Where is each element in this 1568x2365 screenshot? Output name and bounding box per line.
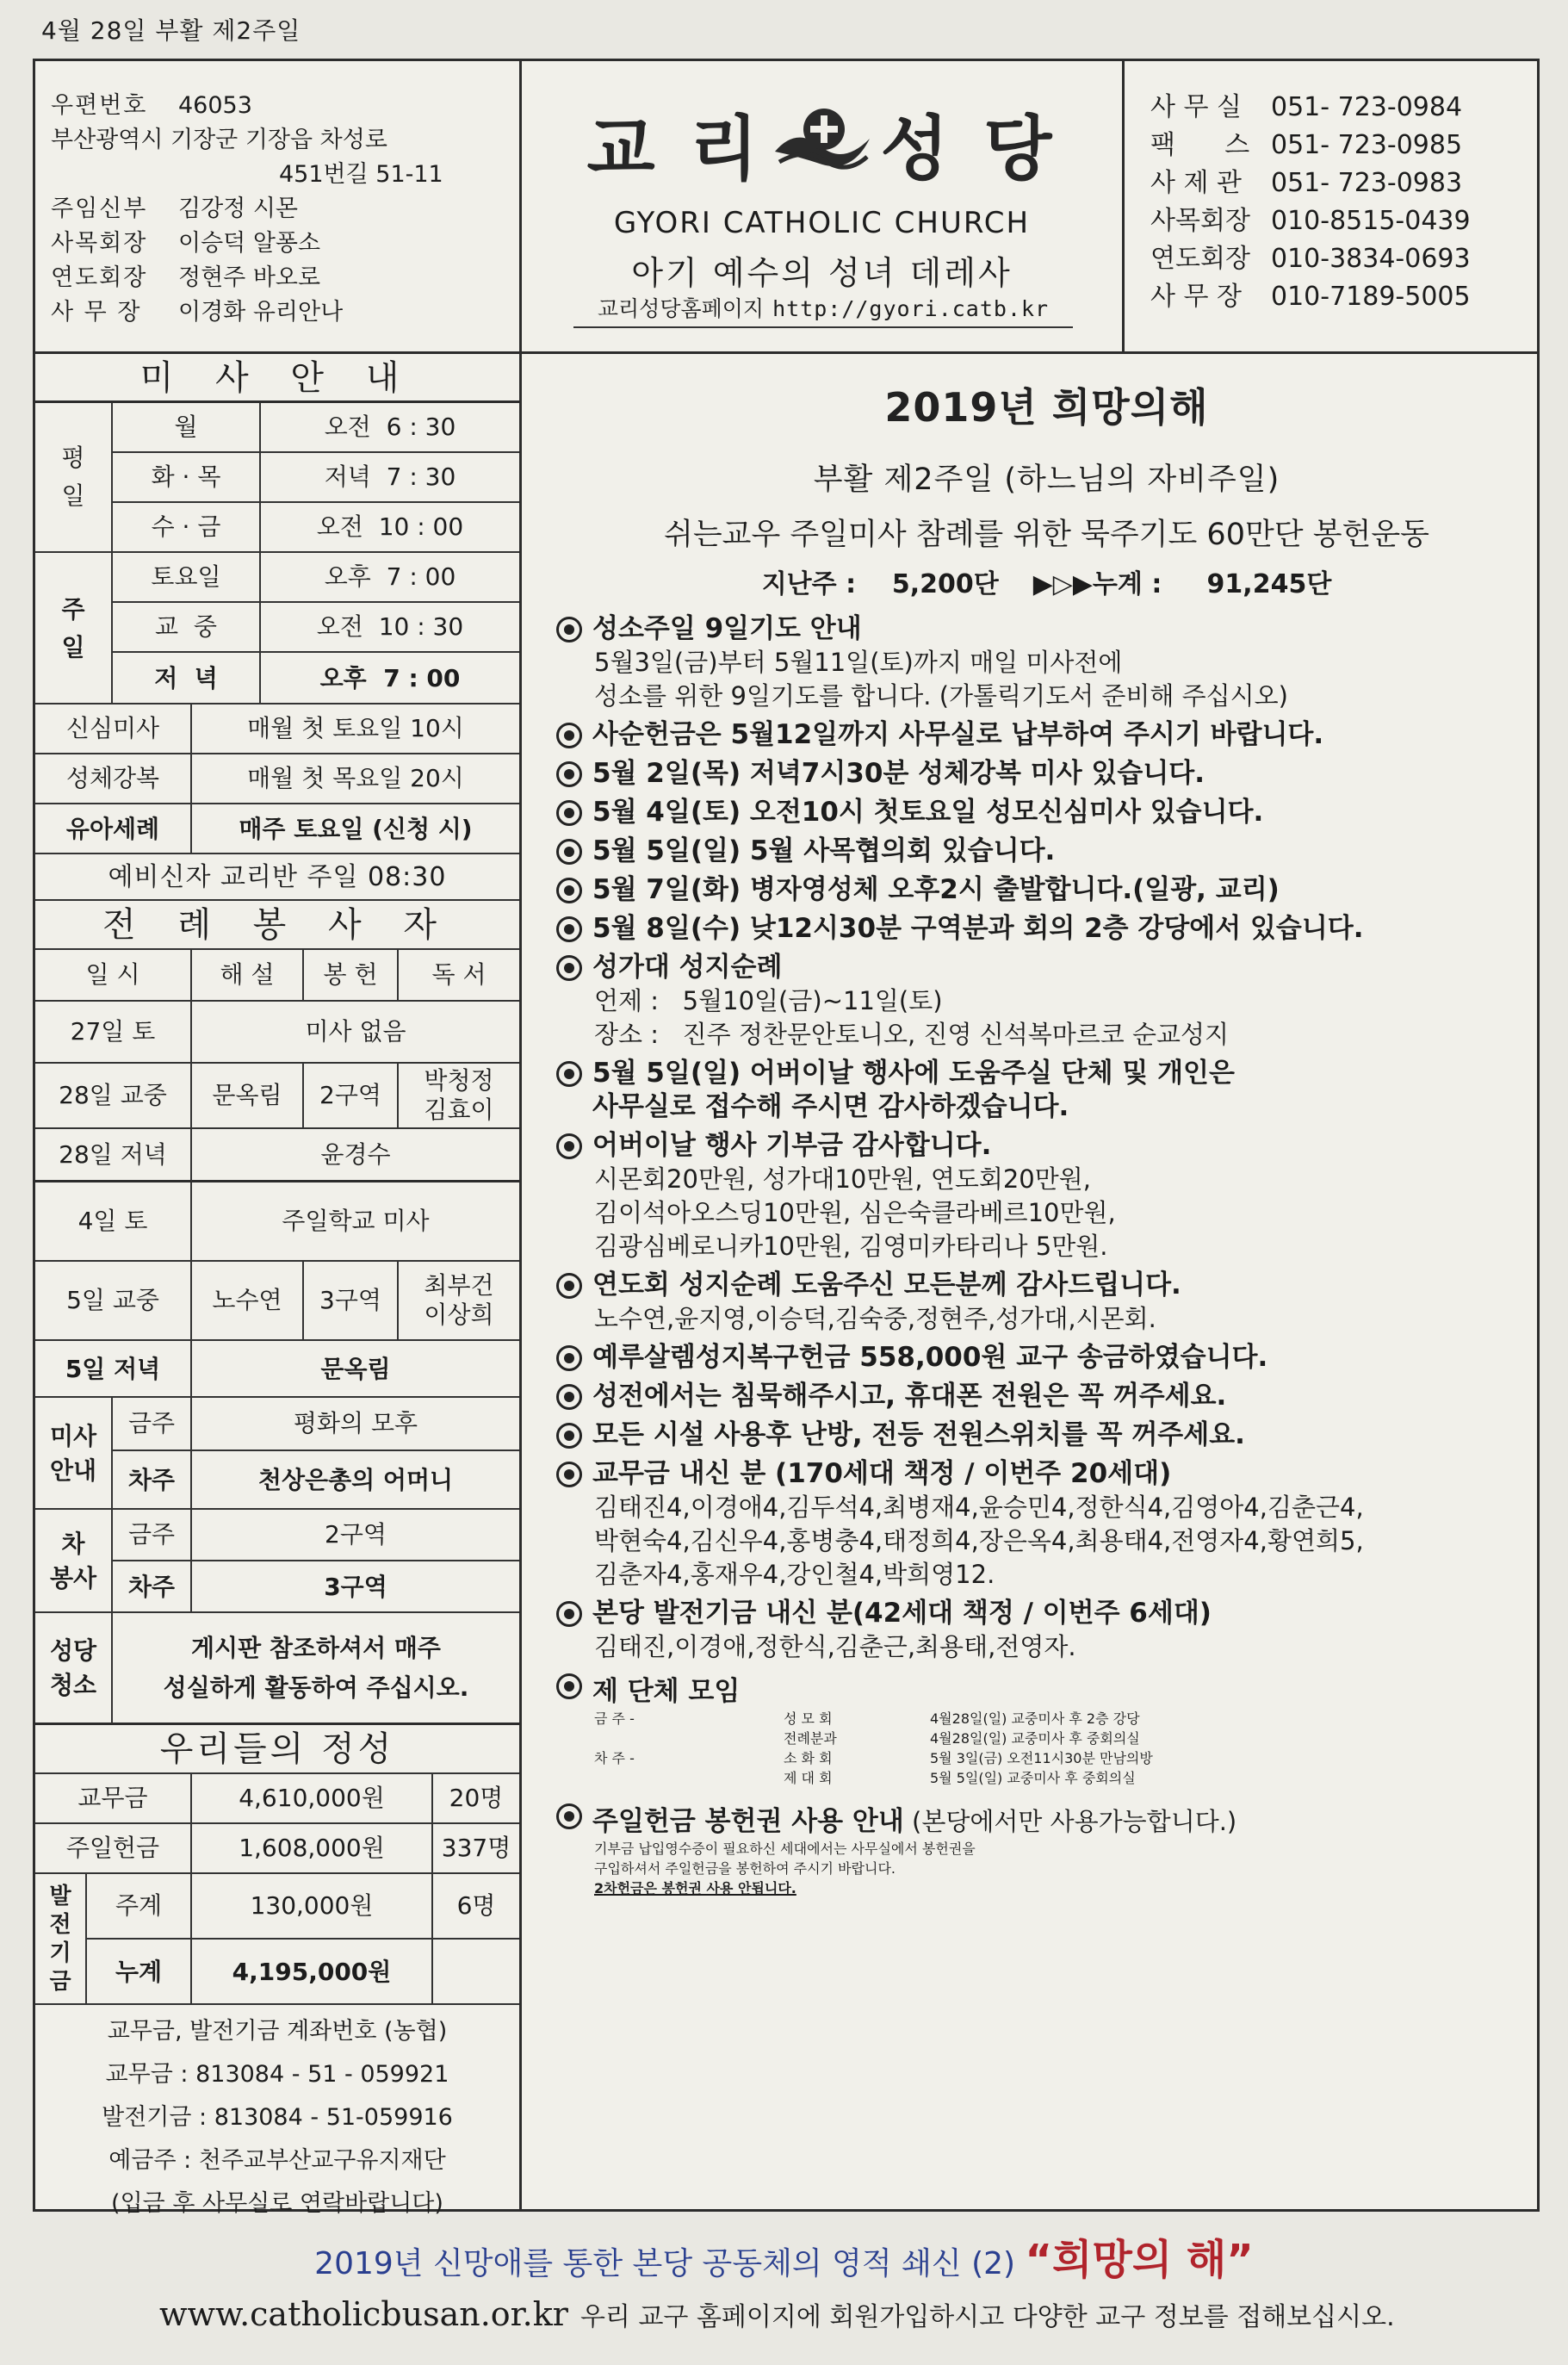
meeting-group: 소 화 회: [784, 1750, 833, 1766]
rosary-campaign: 쉬는교우 주일미사 참례를 위한 묵주기도 60만단 봉헌운동: [664, 518, 1429, 552]
announcement-body-line: 박현숙4,김신우4,홍병충4,태정희4,장은옥4,최용태4,전영자4,황연희5,: [594, 1526, 1364, 1555]
announcement-heading: [556, 718, 1537, 752]
announcement-voucher: [556, 1799, 1537, 1897]
bullet-icon: [556, 723, 582, 748]
meeting-group: 전례분과: [784, 1730, 837, 1747]
mass-time: 오후 7 : 00: [261, 553, 519, 603]
announcement-body-line: 노수연,윤지영,이승덕,김숙중,정현주,성가대,시몬회.: [594, 1304, 1156, 1333]
announcement-body-line: 김춘자4,홍재우4,강인철4,박희영12.: [594, 1560, 995, 1589]
announcement-heading-text: 성소주일 9일기도 안내: [592, 613, 862, 644]
announcement-heading: [556, 873, 1537, 907]
announcement-heading-text: 어버이날 행사 기부금 감사합니다.: [592, 1130, 992, 1161]
meeting-week: [594, 1728, 784, 1747]
church-title-block: [522, 61, 1125, 351]
announcement-heading-text: 5월 7일(화) 병자영성체 오후2시 출발합니다.(일광, 교리): [592, 874, 1280, 905]
announcement-item: [556, 796, 1537, 829]
servers-offering: 3구역: [304, 1262, 399, 1341]
servers-commentary: 노수연: [192, 1262, 304, 1341]
bullet-icon: [556, 1673, 582, 1699]
announcement-heading-text: [592, 1799, 1236, 1838]
servers-note: 미사 없음: [192, 1002, 519, 1064]
catechumen-class: 예비신자 교리반 주일 08:30: [35, 854, 519, 901]
car-service-week: 차주: [113, 1561, 192, 1613]
mass-day: 월: [113, 403, 261, 453]
phone-label: 사 무 장: [1150, 282, 1243, 312]
phone-number: 051- 723-0985: [1271, 130, 1463, 160]
servers-reading: 박청정 김효이: [399, 1064, 519, 1129]
meeting-group: 성 모 회: [784, 1710, 833, 1727]
bullet-icon: [556, 1133, 582, 1159]
church-emblem-icon: [771, 100, 874, 186]
announcement-body-line: 장소 : 진주 정찬문안토니오, 진영 신석복마르코 순교성지: [594, 1020, 1230, 1049]
account-line: 예금주 : 천주교부산교구유지재단: [108, 2147, 446, 2174]
account-line: 교무금 : 813084 - 51 - 059921: [105, 2061, 449, 2088]
announcement-heading: [556, 612, 1537, 646]
announcement-body-line: 성소를 위한 9일기도를 합니다. (가톨릭기도서 준비해 주십시오): [594, 681, 1288, 711]
offerings-table: [35, 1774, 519, 2005]
car-service-label: 차 봉사: [35, 1510, 113, 1613]
footer-theme: [0, 2226, 1568, 2286]
bullet-icon: [556, 1061, 582, 1087]
announcement-heading: [556, 1457, 1537, 1491]
bullet-icon: [556, 1423, 582, 1449]
mass-day: 화 · 목: [113, 453, 261, 503]
phone-number: 010-3834-0693: [1271, 244, 1471, 274]
servers-reading: 최부건 이상희: [399, 1262, 519, 1341]
phone-row: [1150, 240, 1525, 278]
announcement-heading-text: 제 단체 모임: [592, 1676, 741, 1707]
phone-row: [1150, 164, 1525, 202]
development-fund-label: 발 전 기 금: [35, 1874, 87, 2005]
servers-date: 5일 교중: [35, 1262, 192, 1341]
phone-list: [1125, 61, 1537, 351]
officer-name: 이경화 유리안나: [178, 299, 344, 326]
meetings-grid: [556, 1708, 1537, 1787]
announcement-heading: [556, 796, 1537, 829]
year-theme-title: 2019년 희망의해: [884, 384, 1209, 431]
announcement-meetings: [556, 1669, 1537, 1787]
servers-date: 4일 토: [35, 1182, 192, 1262]
officer-row: [51, 261, 504, 295]
bullet-icon: [556, 761, 582, 787]
voucher-warning: 2차헌금은 봉헌권 사용 안됩니다.: [594, 1880, 796, 1896]
phone-label: 팩 스: [1150, 130, 1250, 160]
meeting-group: 제 대 회: [784, 1770, 833, 1786]
church-name-right: 성 당: [880, 107, 1057, 190]
officer-role: 사 무 장: [51, 299, 142, 326]
mass-time: 오전 6 : 30: [261, 403, 519, 453]
account-line: (입금 후 사무실로 연락바랍니다): [111, 2190, 443, 2217]
announcement-heading: [556, 1269, 1537, 1302]
phone-row: [1150, 202, 1525, 240]
announcement-heading-text: 5월 2일(목) 저녁7시30분 성체강복 미사 있습니다.: [592, 758, 1205, 789]
announcement-heading: [556, 1380, 1537, 1413]
announcement-body-line: 김태진,이경애,정한식,김춘근,최용태,전영자.: [594, 1632, 1076, 1661]
diocese-url[interactable]: www.catholicbusan.or.kr: [159, 2295, 568, 2333]
announcement-item: [556, 1418, 1537, 1452]
announcement-body-line: 김광심베로니카10만원, 김영미카타리나 5만원.: [594, 1232, 1108, 1261]
weekday-label: 평 일: [35, 403, 113, 553]
offering-amount: 4,195,000원: [192, 1940, 433, 2005]
mass-time: 오후 7 : 00: [319, 664, 461, 692]
bullet-icon: [556, 1803, 582, 1829]
announcement-heading-text: 5월 5일(일) 어버이날 행사에 도움주실 단체 및 개인은 사무실로 접수해 주시면 감사하겠습니다.: [592, 1058, 1235, 1122]
announcement-heading: [556, 912, 1537, 946]
phone-row: [1150, 89, 1525, 127]
phone-label: 사 제 관: [1150, 168, 1243, 198]
meeting-week: 금 주 -: [594, 1710, 635, 1727]
meeting-week: [594, 1767, 784, 1787]
announcement-body-line: 시몬회20만원, 성가대10만원, 연도회20만원,: [594, 1164, 1092, 1194]
servers-commentary: 문옥림: [192, 1064, 304, 1129]
offering-label: 주계: [87, 1874, 192, 1940]
announcement-item: [556, 718, 1537, 752]
church-logo: [522, 96, 1122, 190]
account-line: 발전기금 : 813084 - 51-059916: [102, 2104, 453, 2131]
bullet-icon: [556, 955, 582, 981]
announcement-heading: [556, 1799, 1537, 1838]
phone-number: 051- 723-0984: [1271, 92, 1463, 122]
bank-account-info: [35, 2005, 519, 2225]
postal-label: 우편번호: [51, 92, 148, 119]
mass-time: 오전 10 : 00: [261, 503, 519, 553]
announcement-heading-text: 성가대 성지순례: [592, 952, 783, 983]
patron-saint: 아기 예수의 성녀 데레사: [631, 254, 1013, 292]
offering-count: 337명: [433, 1824, 519, 1874]
postal-code: 46053: [178, 92, 252, 119]
bulletin-page: [33, 59, 1540, 2217]
offering-count: 20명: [433, 1774, 519, 1824]
offerings-title: 우리들의 정성: [35, 1725, 519, 1774]
announcement-heading-text: 모든 시설 사용후 난방, 전등 전원스위치를 꼭 꺼주세요.: [592, 1419, 1245, 1450]
postal-row: [51, 89, 504, 123]
announcement-heading: [556, 1669, 1537, 1708]
special-mass-value: 매월 첫 토요일 10시: [192, 705, 519, 754]
phone-number: 051- 723-0983: [1271, 168, 1463, 198]
special-mass-label: 유아세례: [35, 804, 192, 854]
officer-row: [51, 192, 504, 227]
announcement-item: [556, 1129, 1537, 1263]
bullet-icon: [556, 617, 582, 642]
servers-offering: 2구역: [304, 1064, 399, 1129]
cleaning-table: [35, 1613, 519, 1725]
bullet-icon: [556, 800, 582, 826]
officer-role: 사목회장: [51, 230, 148, 257]
announcement-heading: [556, 1418, 1537, 1452]
mass-day: 교 중: [113, 603, 261, 653]
announcement-item: [556, 1597, 1537, 1664]
bullet-icon: [556, 1384, 582, 1410]
mass-schedule-title: 미 사 안 내: [35, 354, 519, 403]
account-line: 교무금, 발전기금 계좌번호 (농협): [107, 2018, 448, 2045]
servers-date: 5일 저녁: [35, 1341, 192, 1398]
announcement-body-line: 언제 : 5월10일(금)~11일(토): [594, 986, 943, 1015]
servers-note: 문옥림: [320, 1355, 391, 1383]
officer-name: 이승덕 알퐁소: [178, 230, 321, 257]
offering-label: 누계: [87, 1940, 192, 2005]
offering-amount: 1,608,000원: [192, 1824, 433, 1874]
car-service-table: [35, 1510, 519, 1613]
homepage-label: 교리성당홈페이지: [597, 296, 765, 321]
footer-site-text: 우리 교구 홈페이지에 회원가입하시고 다양한 교구 정보를 접해보십시오.: [579, 2302, 1395, 2332]
issue-date: 4월 28일 부활 제2주일: [41, 16, 301, 45]
servers-header-reading: 독 서: [399, 950, 519, 1002]
rosary-tally: [556, 562, 1537, 600]
homepage-line: [573, 292, 1073, 328]
announcement-item: [556, 612, 1537, 713]
announcement-heading: [556, 1597, 1537, 1630]
servers-table: [35, 950, 519, 1398]
church-name-left: 교 리: [586, 107, 764, 190]
bullet-icon: [556, 1345, 582, 1371]
special-mass-label: 성체강복: [35, 754, 192, 804]
mass-time: 오전 10 : 30: [261, 603, 519, 653]
announcement-heading-text: 본당 발전기금 내신 분(42세대 책정 / 이번주 6세대): [592, 1598, 1212, 1629]
offering-count: 6명: [433, 1874, 519, 1940]
meeting-time: 4월28일(일) 교중미사 후 중회의실: [930, 1730, 1140, 1747]
announcement-body-line: 김태진4,이경애4,김두석4,최병재4,윤승민4,정한식4,김영아4,김춘근4,: [594, 1493, 1364, 1522]
church-name-english: GYORI CATHOLIC CHURCH: [613, 206, 1031, 240]
announcement-item: [556, 912, 1537, 946]
left-column: [35, 354, 522, 2217]
mass-guide-label: 미사 안내: [35, 1398, 113, 1510]
mass-time: 저녁 7 : 30: [261, 453, 519, 503]
rosary-total: ▶▷▶누계 : 91,245단: [1032, 569, 1332, 599]
offering-label: 교무금: [35, 1774, 192, 1824]
car-service-week: 금주: [113, 1510, 192, 1561]
phone-label: 사목회장: [1150, 206, 1250, 236]
homepage-url[interactable]: http://gyori.catb.kr: [772, 296, 1050, 321]
bullet-icon: [556, 916, 582, 942]
bullet-icon: [556, 878, 582, 903]
bullet-icon: [556, 839, 582, 865]
announcement-item: [556, 835, 1537, 868]
servers-note: 주일학교 미사: [192, 1182, 519, 1262]
officer-name: 정현주 바오로: [178, 264, 321, 291]
bullet-icon: [556, 1273, 582, 1299]
phone-number: 010-8515-0439: [1271, 206, 1471, 236]
servers-date: 27일 토: [35, 1002, 192, 1064]
car-service-value: 2구역: [192, 1510, 519, 1561]
cleaning-label: 성당 청소: [35, 1613, 113, 1723]
announcement-heading: [556, 951, 1537, 984]
announcement-heading-text: 교무금 내신 분 (170세대 책정 / 이번주 20세대): [592, 1458, 1172, 1489]
offering-amount: 130,000원: [192, 1874, 433, 1940]
announcement-heading-text: 연도회 성지순례 도움주신 모든분께 감사드립니다.: [592, 1269, 1181, 1300]
meeting-week: 차 주 -: [594, 1750, 635, 1766]
cleaning-text: 게시판 참조하셔서 매주 성실하게 활동하여 주십시오.: [163, 1634, 469, 1702]
announcement-heading-text: 5월 4일(토) 오전10시 첫토요일 성모신심미사 있습니다.: [592, 797, 1264, 828]
footer-theme-quote: “희망의 해”: [1025, 2236, 1254, 2284]
voucher-line: 구입하셔서 주일헌금을 봉헌하여 주시기 바랍니다.: [594, 1860, 896, 1877]
rosary-last-week: 지난주 : 5,200단: [761, 569, 999, 599]
offering-label: 주일헌금: [35, 1824, 192, 1874]
announcement-heading: [556, 1129, 1537, 1163]
offering-amount: 4,610,000원: [192, 1774, 433, 1824]
meeting-time: 4월28일(일) 교중미사 후 2층 강당: [930, 1710, 1140, 1727]
address-line-1: [51, 123, 504, 158]
sunday-title: 부활 제2주일 (하느님의 자비주일): [813, 462, 1280, 497]
footer-site: [159, 2295, 1395, 2333]
officer-name: 김강정 시몬: [178, 196, 298, 222]
announcement-heading-text: 예루살렘성지복구헌금 558,000원 교구 송금하였습니다.: [592, 1342, 1268, 1373]
special-mass-value: 매주 토요일 (신청 시): [239, 815, 473, 843]
servers-note: 윤경수: [192, 1129, 519, 1182]
address-text-2: 451번길 51-11: [279, 161, 443, 188]
special-mass-value: 매월 첫 목요일 20시: [192, 754, 519, 804]
mass-guide-value: 천상은총의 어머니: [257, 1466, 454, 1494]
voucher-heading: 주일헌금 봉헌권 사용 안내: [592, 1806, 904, 1837]
servers-header-commentary: 해 설: [192, 950, 304, 1002]
announcement-item: [556, 873, 1537, 907]
servers-date: 28일 교중: [35, 1064, 192, 1129]
voucher-line: 기부금 납입영수증이 필요하신 세대에서는 사무실에서 봉헌권을: [594, 1840, 976, 1857]
church-info: [35, 61, 522, 351]
mass-guide-table: [35, 1398, 519, 1510]
meeting-time: 5월 5일(일) 교중미사 후 중회의실: [930, 1770, 1136, 1786]
offering-count: [433, 1940, 519, 2005]
bullet-icon: [556, 1601, 582, 1627]
phone-row: [1150, 127, 1525, 164]
phone-number: 010-7189-5005: [1271, 282, 1471, 312]
servers-header-offering: 봉 헌: [304, 950, 399, 1002]
special-mass-label: 신심미사: [35, 705, 192, 754]
bullet-icon: [556, 1462, 582, 1487]
announcement-body-line: 5월3일(금)부터 5월11일(토)까지 매일 미사전에: [594, 648, 1123, 677]
mass-schedule-table: [35, 403, 519, 705]
phone-row: [1150, 278, 1525, 316]
mass-day: 저 녁: [113, 653, 261, 705]
announcement-heading-text: 5월 8일(수) 낮12시30분 구역분과 회의 2층 강당에서 있습니다.: [592, 913, 1364, 944]
phone-label: 사 무 실: [1150, 92, 1243, 122]
announcement-item: [556, 1269, 1537, 1336]
announcement-item: [556, 1057, 1537, 1124]
mass-guide-value: 평화의 모후: [192, 1398, 519, 1451]
announcement-heading-text: 성전에서는 침묵해주시고, 휴대폰 전원은 꼭 꺼주세요.: [592, 1381, 1227, 1412]
header: [35, 61, 1537, 354]
officer-row: [51, 227, 504, 261]
announcement-item: [556, 1457, 1537, 1592]
announcement-body-line: 김이석아오스딩10만원, 심은숙클라베르10만원,: [594, 1198, 1116, 1227]
mass-day: 수 · 금: [113, 503, 261, 553]
announcements-column: [522, 354, 1537, 2209]
sunday-label: 주 일: [35, 553, 113, 705]
footer-theme-text: 2019년 신망애를 통한 본당 공동체의 영적 쇄신 (2): [314, 2246, 1026, 2281]
servers-header-date: 일 시: [35, 950, 192, 1002]
announcement-item: [556, 757, 1537, 791]
car-service-value: 3구역: [324, 1573, 387, 1601]
announcement-heading-text: 5월 5일(일) 5월 사목협의회 있습니다.: [592, 835, 1056, 866]
announcement-heading: [556, 757, 1537, 791]
mass-guide-week: 금주: [113, 1398, 192, 1451]
announcement-item: [556, 1341, 1537, 1375]
announcement-item: [556, 1380, 1537, 1413]
officer-role: 연도회장: [51, 264, 148, 291]
announcement-heading: [556, 1341, 1537, 1375]
voucher-note: (본당에서만 사용가능합니다.): [903, 1807, 1237, 1836]
phone-label: 연도회장: [1150, 244, 1250, 274]
special-mass-table: [35, 705, 519, 854]
announcement-item: [556, 951, 1537, 1052]
officer-row: [51, 295, 504, 330]
servers-date: 28일 저녁: [35, 1129, 192, 1182]
announcement-heading-text: 사순헌금은 5월12일까지 사무실로 납부하여 주시기 바랍니다.: [592, 719, 1324, 750]
address-text-1: 부산광역시 기장군 기장읍 차성로: [51, 127, 387, 153]
mass-guide-week: 차주: [113, 1451, 192, 1510]
officer-role: 주임신부: [51, 196, 148, 222]
announcement-list: [556, 612, 1537, 1664]
servers-title: 전 례 봉 사 자: [35, 901, 519, 950]
announcement-heading: [556, 835, 1537, 868]
meeting-time: 5월 3일(금) 오전11시30분 만남의방: [930, 1750, 1153, 1766]
mass-day: 토요일: [113, 553, 261, 603]
address-line-2: [51, 158, 504, 192]
announcement-heading: [556, 1057, 1537, 1124]
